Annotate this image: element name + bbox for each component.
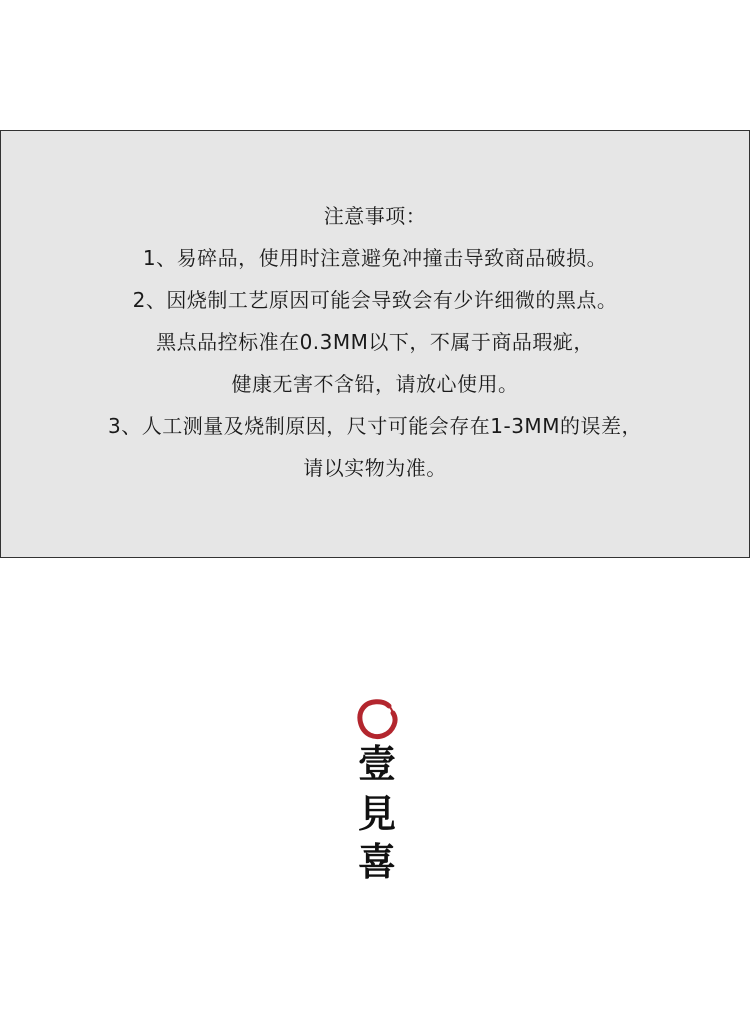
brand-char-3: 喜 <box>357 839 396 884</box>
notice-line-3: 黑点品控标准在0.3MM以下，不属于商品瑕疵， <box>156 330 594 354</box>
brand-char-2: 見 <box>357 791 396 836</box>
notice-line-6: 请以实物为准。 <box>303 456 447 480</box>
notice-text <box>0 199 750 493</box>
notice-title: 注意事项： <box>323 204 427 228</box>
notice-line-5: 3、人工测量及烧制原因，尺寸可能会存在1-3MM的误差， <box>108 414 642 438</box>
brand-char-1: 壹 <box>357 741 396 786</box>
notice-line-4: 健康无害不含铅，请放心使用。 <box>231 372 519 396</box>
notice-line-1: 1、易碎品，使用时注意避免冲撞击导致商品破损。 <box>142 246 608 270</box>
brand-logo <box>352 696 402 886</box>
enso-circle-icon <box>356 698 398 740</box>
notice-line-2: 2、因烧制工艺原因可能会导致会有少许细微的黑点。 <box>132 288 618 312</box>
